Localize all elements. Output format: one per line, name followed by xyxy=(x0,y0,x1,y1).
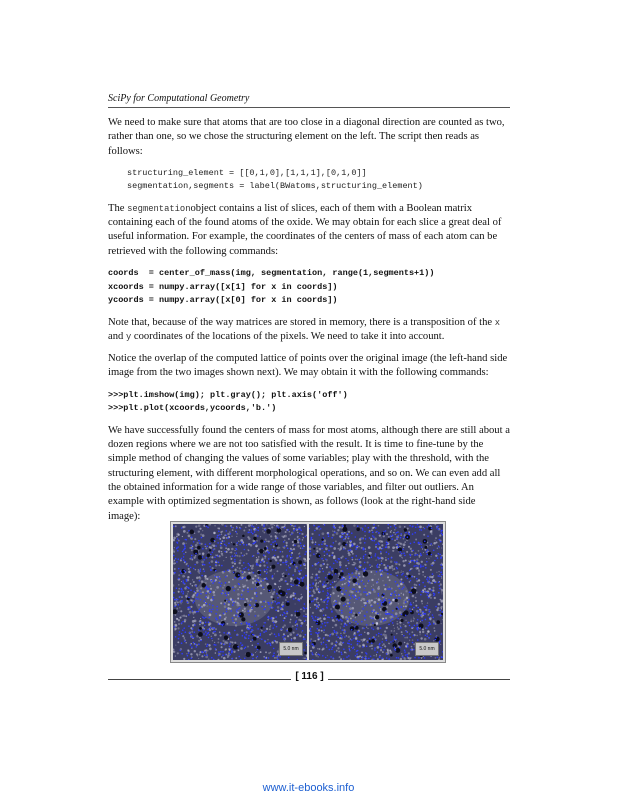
right-image-panel xyxy=(309,524,443,660)
left-atom-image xyxy=(173,524,307,660)
left-scale-bar: 5.0 nm xyxy=(279,642,303,656)
right-scale-bar: 5.0 nm xyxy=(415,642,439,656)
paragraph-5: We have successfully found the centers of mass for most atoms, although there are still about a dozen regions where we are not too satisfied with the result. It is time to fine-tune by the simple method of changing the values of some variables; play with the threshold, with the structuring element, with different morphological operations, and so on. We can even add all the obtained information for a wide range of those variables, and filter out outliers. An example with optimized segmentation is shown, as follows (look at the right-hand side image): xyxy=(108,424,510,522)
header-rule xyxy=(108,107,510,108)
code-line: >>>plt.plot(xcoords,ycoords,'b.') xyxy=(108,403,277,414)
code-line: >>>plt.imshow(img); plt.gray(); plt.axis('off') xyxy=(108,389,348,400)
code-block-3 xyxy=(108,389,510,416)
right-atom-image xyxy=(309,524,443,660)
code-block-1 xyxy=(108,167,510,194)
main-content xyxy=(108,116,510,532)
inline-code-segmentation: segmentation xyxy=(127,203,191,214)
code-line: coords = center_of_mass(img, segmentation, range(1,segments+1)) xyxy=(108,268,435,279)
figure-segmentation-comparison xyxy=(170,521,446,663)
page-number: [ 116 ] xyxy=(295,671,324,682)
paragraph-2 xyxy=(108,202,510,259)
paragraph-3 xyxy=(108,316,510,345)
paragraph-3-text: and xyxy=(108,330,126,342)
paragraph-2-text: object contains a list of slices, each of them with a Boolean matrix containing each of the found atoms of the oxide. We may obtain for each slice a great deal of useful information. For example, the coordinates of the centers of mass of each atom can be retrieved with the following commands: xyxy=(108,202,502,257)
code-line: segmentation,segments = label(BWatoms,structuring_element) xyxy=(127,181,423,192)
paragraph-4: Notice the overlap of the computed lattice of points over the original image (the left-hand side image from the two images shown next). We may obtain it with the following commands: xyxy=(108,353,508,379)
running-header: SciPy for Computational Geometry xyxy=(108,93,250,104)
inline-code-x: x xyxy=(494,317,501,328)
inline-code-y: y xyxy=(125,331,132,342)
footer-rule-left xyxy=(108,679,291,680)
paragraph-1: We need to make sure that atoms that are too close in a diagonal direction are counted as two, rather than one, so we chose the structuring element on the left. The script then reads as follows: xyxy=(108,117,505,157)
footer-rule-right xyxy=(328,679,510,680)
code-line: structuring_element = [[0,1,0],[1,1,1],[0,1,0]] xyxy=(127,167,367,178)
left-image-panel xyxy=(173,524,307,660)
code-block-2 xyxy=(108,267,510,308)
paragraph-3-text: coordinates of the locations of the pixels. We need to take it into account. xyxy=(131,330,445,342)
code-line: xcoords = numpy.array([x[1] for x in coords]) xyxy=(108,281,338,292)
paragraph-3-text: Note that, because of the way matrices are stored in memory, there is a transposition of the xyxy=(108,316,495,328)
code-line: ycoords = numpy.array([x[0] for x in coords]) xyxy=(108,295,338,306)
website-link[interactable]: www.it-ebooks.info xyxy=(262,782,355,794)
paragraph-2-text: The xyxy=(108,202,128,214)
